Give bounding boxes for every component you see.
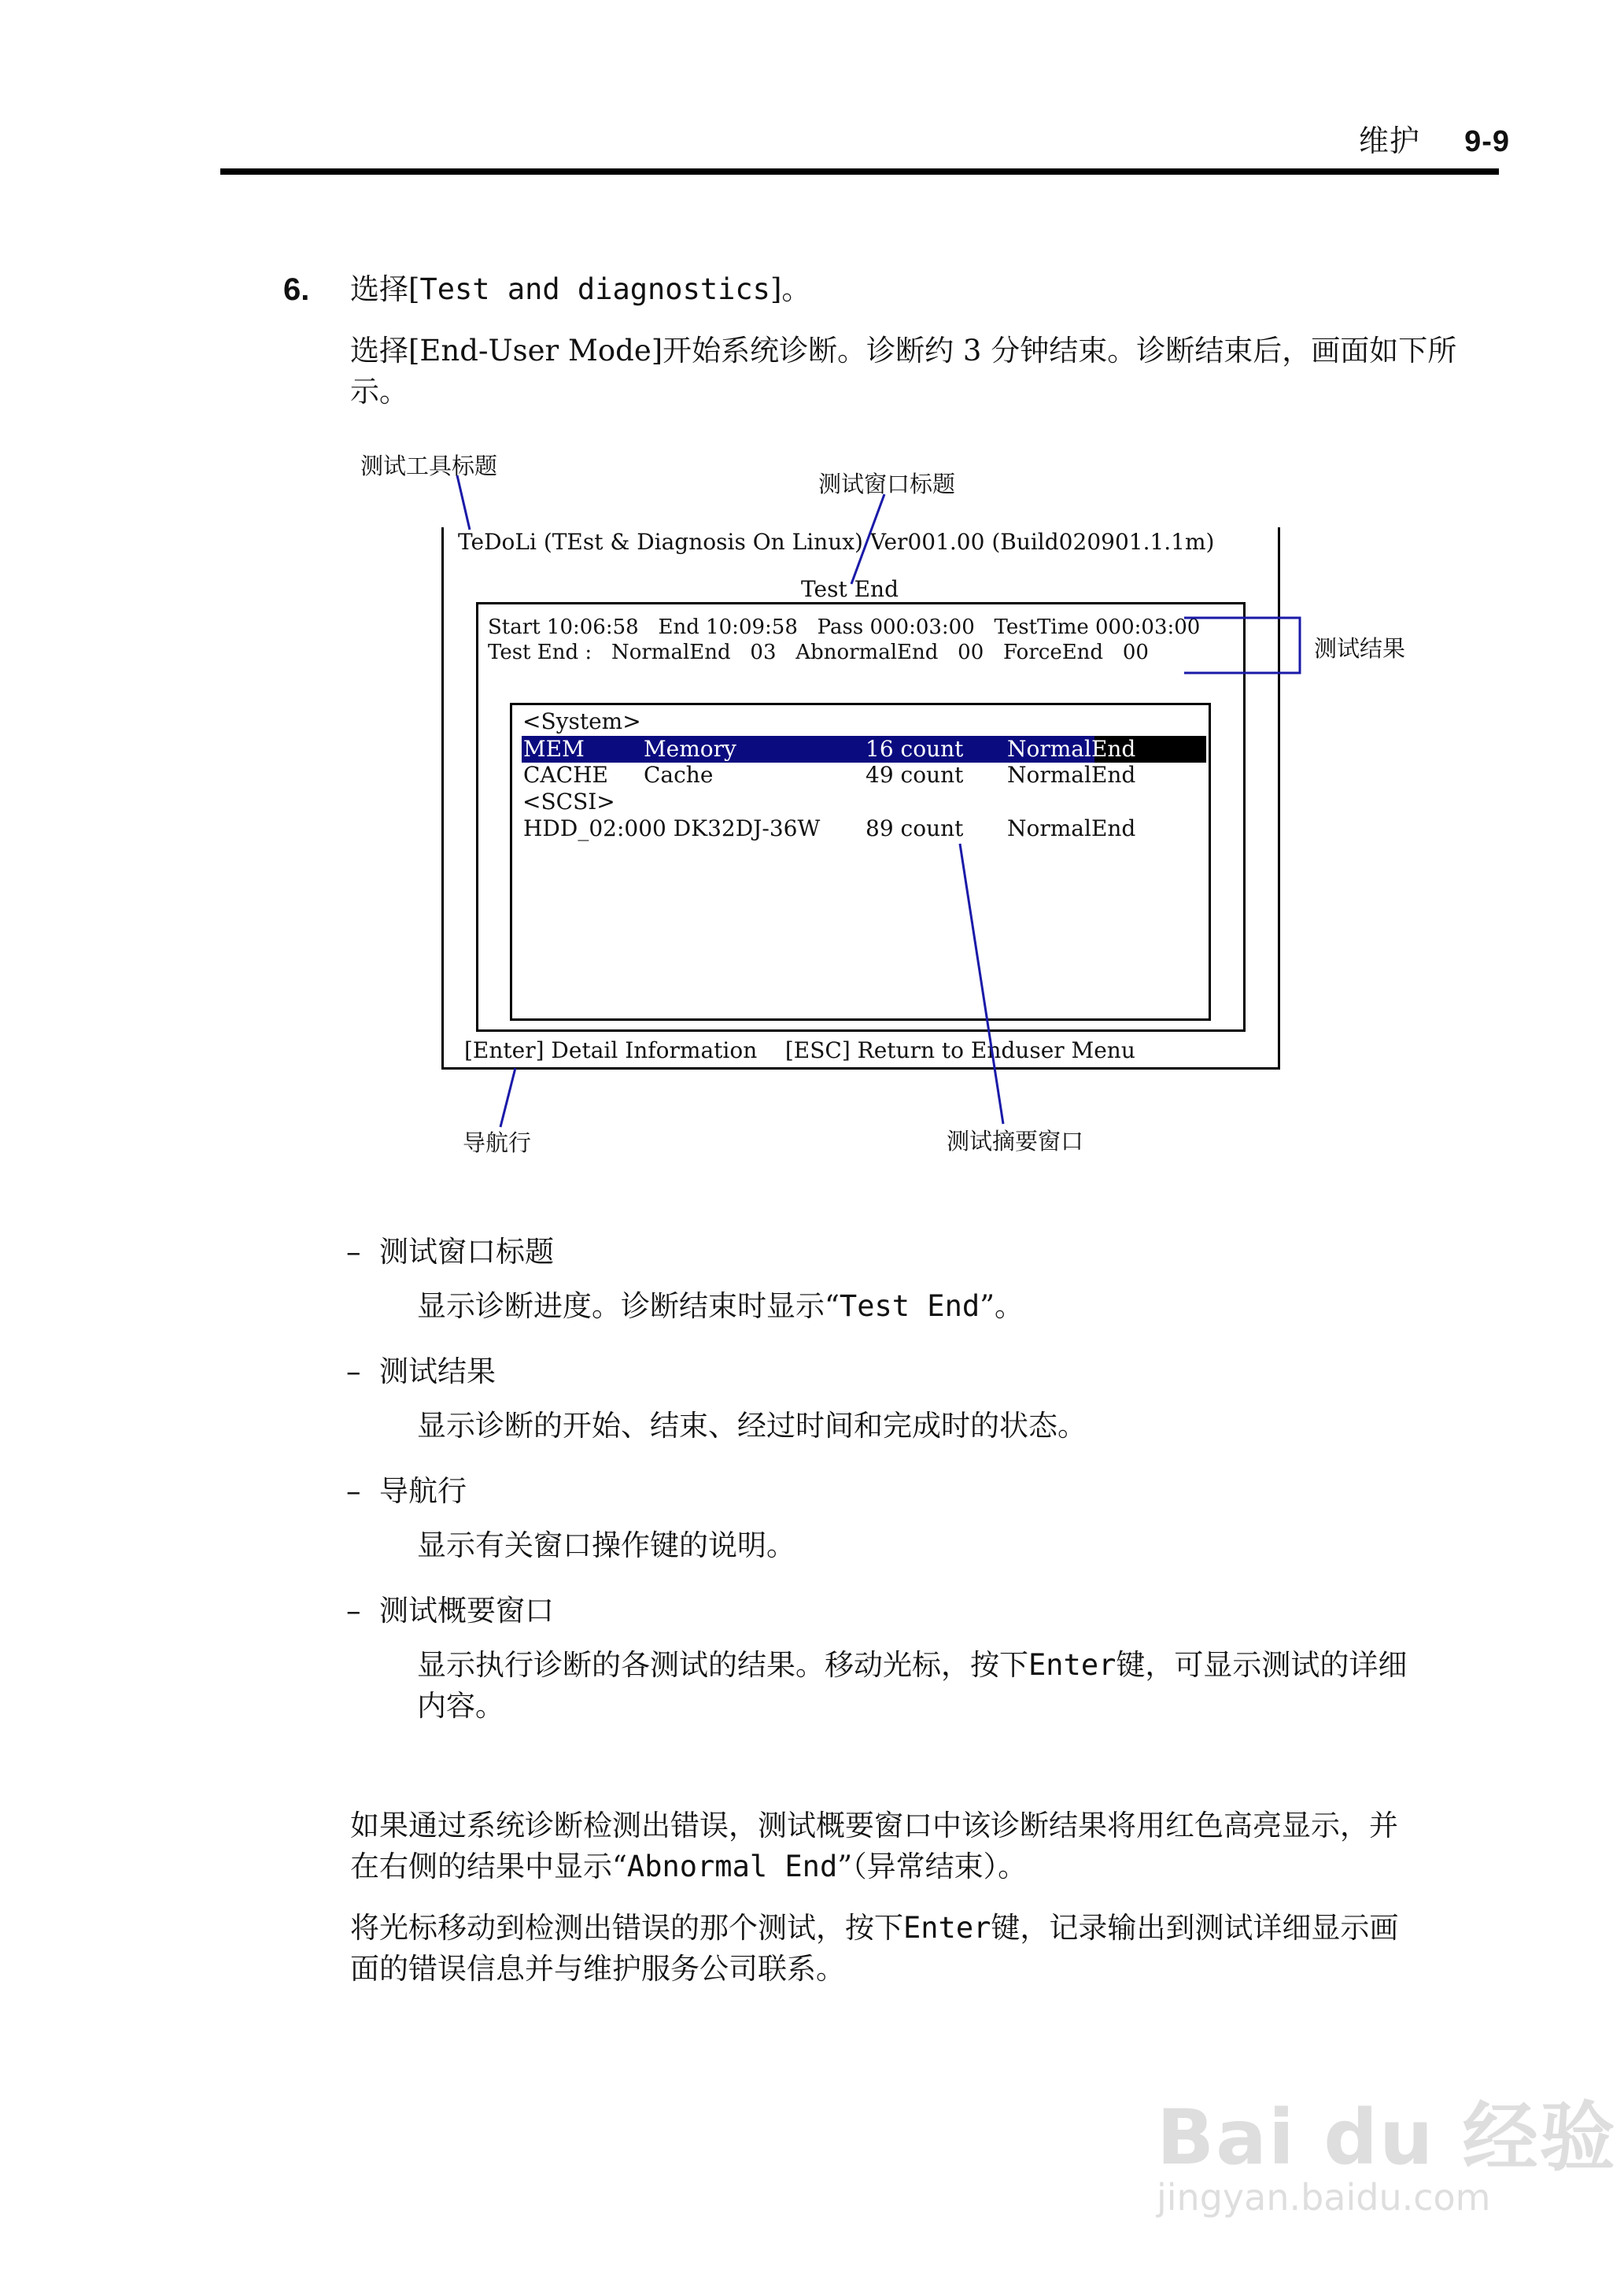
dash: – [346, 1354, 361, 1388]
callout-line-window-title [851, 494, 884, 584]
menu-item-name: Test and diagnostics [419, 272, 770, 306]
callout-line-tool-title [457, 475, 470, 530]
callout-summary-window: 测试摘要窗口 [947, 1128, 1084, 1155]
row-id: MEM [523, 736, 585, 762]
note-text: 键，记录输出到测试详细显示画 [991, 1911, 1399, 1945]
item-1-desc [417, 1286, 1024, 1327]
result-line-1: Start 10:06:58 End 10:09:58 Pass 000:03:00 TestTime 000:03:00 [488, 615, 1201, 639]
note-text: ”（异常结束）。 [837, 1850, 1028, 1883]
page-number: 9-9 [1464, 125, 1510, 158]
note-code: Abnormal End [626, 1850, 838, 1883]
row-name: Cache [644, 762, 714, 788]
desc-text: 显示诊断进度。诊断结束时显示“ [417, 1289, 840, 1323]
note-code: Enter [903, 1911, 991, 1945]
row-status: NormalEnd [1007, 815, 1136, 841]
row-count: 16 count [866, 736, 964, 762]
callout-line-summary [960, 844, 1003, 1124]
note-1-line-1: 如果通过系统诊断检测出错误，测试概要窗口中该诊断结果将用红色高亮显示，并 [350, 1809, 1398, 1842]
row-id: CACHE [523, 762, 608, 788]
dash: – [346, 1474, 361, 1508]
item-1 [346, 1228, 554, 1270]
item-title: 导航行 [379, 1474, 467, 1508]
item-title: 测试概要窗口 [379, 1594, 555, 1628]
item-4-desc-2: 内容。 [417, 1689, 504, 1723]
step-text: 选择[ [350, 272, 420, 306]
item-title: 测试窗口标题 [379, 1235, 555, 1269]
dash: – [346, 1235, 361, 1269]
desc-code: Test End [839, 1289, 980, 1323]
step-number: 6. [283, 272, 310, 307]
section-title: 维护 [1358, 124, 1420, 158]
window-title: Test End [779, 576, 921, 602]
item-title: 测试结果 [379, 1354, 496, 1388]
dash: – [346, 1594, 361, 1628]
tool-title: TeDoLi (TEst & Diagnosis On Linux) Ver001.00 (Build020901.1.1m) [458, 529, 1215, 555]
nav-line: [Enter] Detail Information [ESC] Return to Enduser Menu [464, 1037, 1135, 1063]
item-4 [346, 1587, 554, 1629]
callout-window-title: 测试窗口标题 [818, 471, 956, 497]
item-3 [346, 1467, 467, 1510]
note-text: 将光标移动到检测出错误的那个测试，按下 [350, 1911, 903, 1945]
callout-tool-title: 测试工具标题 [360, 453, 498, 479]
item-3-desc: 显示有关窗口操作键的说明。 [417, 1528, 795, 1562]
group-system: <System> [522, 708, 641, 734]
row-id: HDD_02:000 DK32DJ-36W [523, 815, 821, 841]
desc-text: ”。 [980, 1289, 1024, 1323]
desc-text: 显示执行诊断的各测试的结果。移动光标，按下 [417, 1648, 1028, 1682]
row-status: NormalEnd [1007, 736, 1136, 762]
step-line-2: 选择[End-User Mode]开始系统诊断。诊断约 3 分钟结束。诊断结束后，画面如下所 [350, 334, 1457, 368]
desc-text: 键，可显示测试的详细 [1116, 1648, 1408, 1682]
result-line-2: Test End : NormalEnd 03 AbnormalEnd 00 ForceEnd 00 [488, 641, 1149, 664]
callout-bracket-result [1184, 618, 1300, 673]
note-text: 在右侧的结果中显示“ [350, 1850, 627, 1883]
watermark-logo: Bai du 经验 [1157, 2094, 1617, 2182]
step-text: ]。 [770, 272, 811, 306]
note-2-line-1 [350, 1908, 1398, 1949]
item-2-desc: 显示诊断的开始、结束、经过时间和完成时的状态。 [417, 1409, 1087, 1443]
note-1-line-2 [350, 1846, 1027, 1887]
row-count: 49 count [866, 762, 964, 788]
row-status: NormalEnd [1007, 762, 1136, 788]
row-name: Memory [644, 736, 736, 762]
callout-nav-line: 导航行 [463, 1129, 532, 1156]
item-4-desc-1 [417, 1645, 1407, 1686]
note-2-line-2: 面的错误信息并与维护服务公司联系。 [350, 1952, 845, 1986]
callout-line-nav [500, 1068, 515, 1127]
desc-code: Enter [1028, 1648, 1116, 1682]
item-2 [346, 1347, 496, 1390]
watermark-url: jingyan.baidu.com [1157, 2176, 1491, 2219]
row-count: 89 count [866, 815, 964, 841]
step-line-3: 示。 [350, 375, 408, 408]
callout-test-result: 测试结果 [1314, 635, 1406, 662]
group-scsi: <SCSI> [522, 789, 615, 815]
